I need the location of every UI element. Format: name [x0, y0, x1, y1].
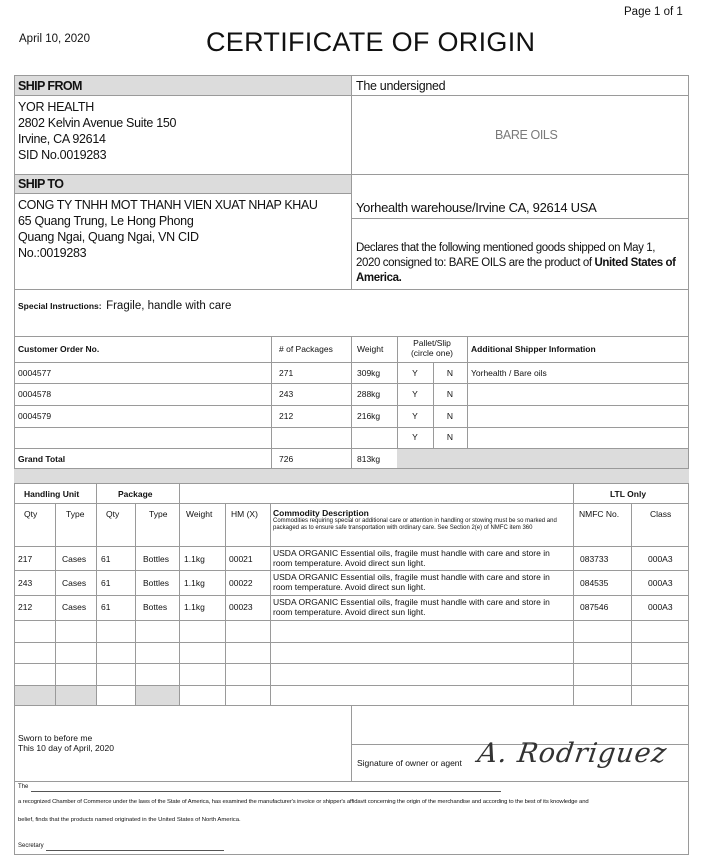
orders-header-packages: # of Packages — [279, 344, 333, 354]
commodity-pkg-type: Bottes — [143, 602, 168, 612]
commodity-pkg-qty: 61 — [101, 578, 111, 588]
shaded-cell — [135, 685, 179, 705]
order-number: 0004578 — [18, 389, 52, 399]
ltl-only-header: LTL Only — [610, 489, 647, 499]
sworn-line: Sworn to before me — [18, 733, 93, 743]
commodity-pkg-type: Bottles — [143, 554, 169, 564]
special-instructions: Special Instructions: Fragile, handle with care — [18, 300, 232, 312]
handling-unit-header: Handling Unit — [24, 489, 80, 499]
commodity-qty: 217 — [18, 554, 33, 564]
commodity-qty: 212 — [18, 602, 33, 612]
pallet-yes: Y — [412, 368, 418, 378]
order-additional-info: Yorhealth / Bare oils — [471, 368, 547, 378]
orders-header-weight: Weight — [357, 344, 384, 354]
pallet-yes: Y — [412, 389, 418, 399]
commodity-description: room temperature. Avoid direct sun light. — [273, 607, 426, 617]
ship-to-label: SHIP TO — [18, 177, 64, 191]
commodity-pkg-qty: 61 — [101, 602, 111, 612]
col-header-type: Type — [66, 509, 85, 519]
commodity-weight: 1.1kg — [184, 602, 205, 612]
pallet-no: N — [446, 368, 454, 378]
ship-from-line: SID No.0019283 — [18, 148, 107, 162]
commodity-type: Cases — [62, 578, 87, 588]
col-header-class: Class — [650, 509, 672, 519]
commodity-class: 000A3 — [648, 554, 673, 564]
commodity-description: room temperature. Avoid direct sun light. — [273, 582, 426, 592]
signature-name: A. Rodriguez — [475, 738, 670, 769]
pallet-yes: Y — [412, 432, 418, 442]
grand-total-label: Grand Total — [18, 454, 66, 464]
pallet-no: N — [446, 432, 454, 442]
col-header-qty: Qty — [24, 509, 38, 519]
commodity-class: 000A3 — [648, 602, 673, 612]
orders-header-pallet-sub: (circle one) — [410, 348, 454, 358]
ship-from-line: 2802 Kelvin Avenue Suite 150 — [18, 116, 177, 130]
undersigned-label: The undersigned — [356, 79, 446, 93]
commodity-weight: 1.1kg — [184, 554, 205, 564]
sworn-line: This 10 day of April, 2020 — [18, 743, 114, 753]
commodity-pkg-qty: 61 — [101, 554, 111, 564]
commodity-description: USDA ORGANIC Essential oils, fragile must handle with care and store in — [273, 548, 550, 558]
chamber-line: belief, finds that the products named originated in the United States of North America. — [18, 817, 241, 823]
grand-total-shade — [397, 449, 688, 468]
commodity-nmfc: 084535 — [580, 578, 609, 588]
commodity-description: room temperature. Avoid direct sun light. — [273, 558, 426, 568]
pallet-no: N — [446, 411, 454, 421]
commodity-type: Cases — [62, 602, 87, 612]
commodity-hm: 00021 — [229, 554, 253, 564]
certificate-date: April 10, 2020 — [19, 33, 90, 45]
order-number: 0004577 — [18, 368, 52, 378]
grand-total-weight: 813kg — [357, 454, 381, 464]
commodity-weight: 1.1kg — [184, 578, 205, 588]
pallet-yes: Y — [412, 411, 418, 421]
ship-to-line: Quang Ngai, Quang Ngai, VN CID — [18, 230, 199, 244]
order-weight: 216kg — [357, 411, 381, 421]
secretary-label: Secretary — [18, 843, 44, 849]
commodity-qty: 243 — [18, 578, 33, 588]
order-packages: 212 — [279, 411, 294, 421]
ship-from-label: SHIP FROM — [18, 79, 82, 93]
commodity-class: 000A3 — [648, 578, 673, 588]
col-header-pkg-qty: Qty — [106, 509, 120, 519]
order-weight: 288kg — [357, 389, 381, 399]
orders-header-additional: Additional Shipper Information — [471, 344, 596, 354]
order-number: 0004579 — [18, 411, 52, 421]
ship-from-line: YOR HEALTH — [18, 100, 94, 114]
commodity-nmfc: 083733 — [580, 554, 609, 564]
chamber-the: The — [18, 784, 29, 790]
undersigned-company: BARE OILS — [495, 128, 558, 142]
col-header-pkg-type: Type — [149, 509, 168, 519]
ship-to-line: No.:0019283 — [18, 246, 87, 260]
signature-label: Signature of owner or agent — [357, 758, 462, 768]
grand-total-packages: 726 — [279, 454, 294, 464]
commodity-hm: 00022 — [229, 578, 253, 588]
description-note: Commodities requiring special or additional care or attention in handling or stowing must be so marked and packaged as to ensure safe transportation with ordinary care. See Section 2(e) of NMFC item 360 — [273, 518, 557, 532]
commodity-nmfc: 087546 — [580, 602, 609, 612]
order-weight: 309kg — [357, 368, 381, 378]
declaration-line: Declares that the following mentioned goods shipped on May 1, — [356, 242, 656, 254]
chamber-line: a recognized Chamber of Commerce under the laws of the State of America, has examined the manufacturer's invoice or shipper's affidavit concerning the origin of the merchandise and according to the best of its knowledge and — [18, 799, 589, 805]
commodity-pkg-type: Bottles — [143, 578, 169, 588]
section-separator — [14, 469, 689, 483]
declaration-line: America. — [356, 272, 402, 284]
ship-to-line: 65 Quang Trung, Le Hong Phong — [18, 214, 194, 228]
package-header: Package — [118, 489, 153, 499]
col-header-nmfc: NMFC No. — [579, 509, 620, 519]
page-indicator: Page 1 of 1 — [624, 6, 683, 18]
ship-to-line: CONG TY TNHH MOT THANH VIEN XUAT NHAP KHAU — [18, 198, 318, 212]
page-title: CERTIFICATE OF ORIGIN — [206, 27, 536, 57]
warehouse-address: Yorhealth warehouse/Irvine CA, 92614 USA — [356, 200, 597, 215]
col-header-weight: Weight — [186, 509, 213, 519]
commodity-description: USDA ORGANIC Essential oils, fragile must handle with care and store in — [273, 597, 550, 607]
order-packages: 271 — [279, 368, 294, 378]
orders-header-pallet: Pallet/Slip — [413, 338, 451, 348]
order-packages: 243 — [279, 389, 294, 399]
col-header-description: Commodity Description — [273, 508, 369, 518]
commodity-hm: 00023 — [229, 602, 253, 612]
commodity-description: USDA ORGANIC Essential oils, fragile must handle with care and store in — [273, 572, 550, 582]
col-header-hm: HM (X) — [231, 509, 258, 519]
orders-header-order: Customer Order No. — [18, 344, 100, 354]
ship-from-line: Irvine, CA 92614 — [18, 132, 106, 146]
commodity-type: Cases — [62, 554, 87, 564]
declaration-line: 2020 consigned to: BARE OILS are the product of United States of — [356, 257, 676, 269]
ship-to-header — [15, 174, 351, 193]
pallet-no: N — [446, 389, 454, 399]
